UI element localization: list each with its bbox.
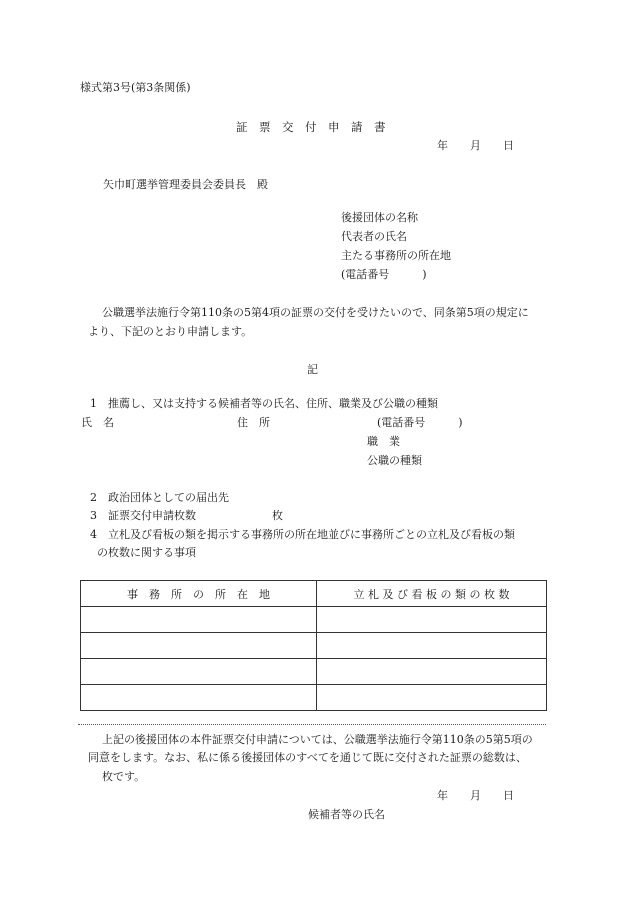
table-cell[interactable] xyxy=(317,659,547,685)
consent-text-line-1: 上記の後援団体の本件証票交付申請については、公職選挙法施行令第110条の5第5項の xyxy=(102,733,533,746)
table-header-office-address: 事 務 所 の 所 在 地 xyxy=(81,581,317,607)
consent-text-line-2: 同意をします。なお、私に係る後援団体のすべてを通じて既に交付された証票の総数は、 xyxy=(88,751,527,764)
table-header-signboard-count: 立 札 及 び 看 板 の 類 の 枚 数 xyxy=(317,581,547,607)
document-title: 証 票 交 付 申 請 書 xyxy=(236,120,386,134)
applicant-representative-label: 代表者の氏名 xyxy=(341,230,407,243)
table-header-row xyxy=(81,581,547,607)
dotted-separator xyxy=(78,724,546,725)
addressee: 矢巾町選挙管理委員会委員長 殿 xyxy=(103,178,268,191)
candidate-name-label: 氏 名 xyxy=(81,416,114,429)
candidate-job-label: 職 業 xyxy=(367,435,400,448)
candidate-signature-label: 候補者等の氏名 xyxy=(308,808,385,821)
item4-heading-line-2: の枚数に関する事項 xyxy=(97,546,196,559)
body-text-line-1: 公職選挙法施行令第110条の5第4項の証票の交付を受けたいので、同条第5項の規定に xyxy=(102,306,529,319)
item1-heading: 1 推薦し、又は支持する候補者等の氏名、住所、職業及び公職の種類 xyxy=(90,397,438,410)
applicant-phone-label: (電話番号 ) xyxy=(341,268,427,281)
table-cell[interactable] xyxy=(81,685,317,711)
form-number: 様式第3号(第3条関係) xyxy=(80,81,191,94)
candidate-office-type-label: 公職の種類 xyxy=(367,454,422,467)
item3-unit: 枚 xyxy=(272,509,283,522)
candidate-phone-label: (電話番号 ) xyxy=(377,416,463,429)
table-cell[interactable] xyxy=(81,607,317,633)
item2-heading: 2 政治団体としての届出先 xyxy=(90,491,229,504)
office-signboard-table xyxy=(80,580,547,711)
table-row xyxy=(81,633,547,659)
table-row xyxy=(81,685,547,711)
table-cell[interactable] xyxy=(81,633,317,659)
table-row xyxy=(81,659,547,685)
table-cell[interactable] xyxy=(81,659,317,685)
date-line-top: 年 月 日 xyxy=(437,139,514,152)
consent-text-line-3: 枚です。 xyxy=(102,770,146,783)
candidate-address-label: 住 所 xyxy=(237,416,270,429)
table-cell[interactable] xyxy=(317,685,547,711)
table-cell[interactable] xyxy=(317,607,547,633)
date-line-bottom: 年 月 日 xyxy=(437,789,514,802)
table-cell[interactable] xyxy=(317,633,547,659)
body-text-line-2: より、下記のとおり申請します。 xyxy=(88,325,253,338)
item4-heading-line-1: 4 立札及び看板の類を掲示する事務所の所在地並びに事務所ごとの立札及び看板の類 xyxy=(90,528,515,541)
applicant-group-name-label: 後援団体の名称 xyxy=(341,211,418,224)
ki-marker: 記 xyxy=(307,363,318,376)
item3-heading: 3 証票交付申請枚数 xyxy=(90,509,196,522)
applicant-office-address-label: 主たる事務所の所在地 xyxy=(341,249,451,262)
table-row xyxy=(81,607,547,633)
